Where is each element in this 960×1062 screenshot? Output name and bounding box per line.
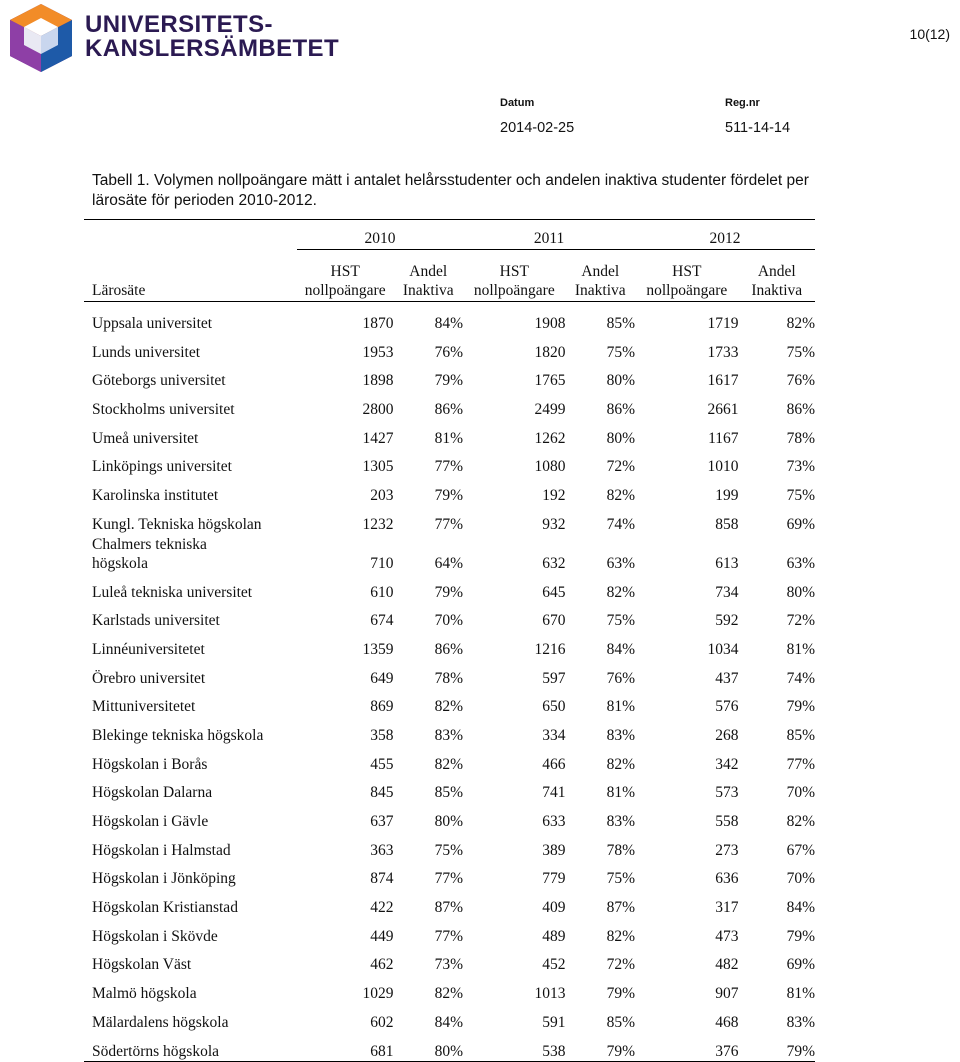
- cell-hst-2012: 907: [715, 985, 739, 1003]
- header-hst-sub: nollpoängare: [646, 282, 728, 299]
- cell-andel-2010: 84%: [434, 315, 464, 332]
- cell-hst-2011: 741: [542, 784, 566, 802]
- table-row: [84, 946, 815, 975]
- cell-andel-2011: 82%: [606, 927, 636, 945]
- cell-andel-2010: 79%: [434, 372, 464, 390]
- cell-andel-2011: 75%: [606, 343, 636, 361]
- cell-andel-2011: 75%: [606, 612, 636, 630]
- cell-andel-2011: 85%: [606, 1013, 636, 1031]
- cell-andel-2012: 69%: [786, 956, 815, 974]
- table-row: [84, 448, 815, 477]
- cell-andel-2011: 82%: [606, 583, 636, 601]
- cell-hst-2010: 203: [370, 487, 394, 505]
- cell-larosate: Linnéuniversitetet: [92, 640, 205, 658]
- cell-larosate: Högskolan i Jönköping: [92, 870, 236, 888]
- cell-larosate: Södertörns högskola: [84, 1032, 297, 1061]
- cell-hst-2011: 334: [542, 726, 566, 744]
- cell-hst-2011: 932: [542, 515, 566, 533]
- cell-hst-2010: 602: [370, 1013, 394, 1031]
- cell-andel-2012: 79%: [786, 927, 815, 945]
- cell-andel-2011: 83%: [606, 726, 636, 744]
- table-row: [84, 974, 815, 1003]
- cell-andel-2011: 75%: [606, 870, 636, 888]
- cell-hst-2010: 674: [370, 612, 394, 630]
- cell-andel-2010: 75%: [434, 841, 464, 859]
- cell-hst-2011: 1080: [534, 458, 566, 476]
- header-hst-sub: nollpoängare: [304, 282, 386, 299]
- cell-andel-2011: 72%: [606, 458, 636, 476]
- cell-andel-2012: 76%: [786, 372, 815, 390]
- cell-andel-2010: 82%: [434, 698, 464, 716]
- cell-hst-2012: 1617: [707, 372, 739, 390]
- cell-andel-2010: 77%: [434, 458, 464, 476]
- header-larosate: Lärosäte: [84, 250, 297, 302]
- cell-andel-2012: 81%: [786, 640, 815, 658]
- cell-larosate: Högskolan i Borås: [92, 755, 208, 773]
- cell-hst-2010: 449: [370, 927, 394, 945]
- cell-andel-2012: 82%: [786, 315, 815, 332]
- cell-hst-2010: 681: [297, 1032, 394, 1061]
- cell-larosate: Lunds universitet: [92, 343, 201, 361]
- cell-hst-2010: 1305: [362, 458, 394, 476]
- cell-hst-2012: 592: [715, 612, 739, 630]
- cell-hst-2010: 637: [370, 813, 394, 830]
- cell-hst-2011: 538: [463, 1032, 565, 1061]
- cell-larosate: Örebro universitet: [92, 669, 206, 687]
- logo-line-2: KANSLERSÄMBETET: [85, 35, 340, 62]
- cell-andel-2012: 82%: [786, 813, 815, 830]
- cell-hst-2011: 591: [542, 1013, 566, 1031]
- cell-hst-2012: 734: [715, 583, 739, 601]
- cell-hst-2010: 1029: [362, 985, 394, 1003]
- cell-hst-2012: 268: [715, 726, 739, 744]
- cell-andel-2010: 77%: [434, 870, 464, 888]
- cell-andel-2011: 83%: [606, 813, 636, 830]
- cell-hst-2012: 482: [715, 956, 739, 974]
- cell-hst-2011: 632: [542, 554, 566, 572]
- cell-andel-2012: 67%: [786, 841, 815, 859]
- cell-hst-2011: 489: [542, 927, 566, 945]
- cell-andel-2012: 86%: [786, 401, 815, 419]
- year-header-blank: [84, 220, 297, 250]
- cell-andel-2012: 63%: [786, 554, 815, 572]
- cell-larosate: [84, 534, 297, 573]
- cell-hst-2011: 1216: [534, 640, 566, 658]
- cell-hst-2010: 845: [370, 784, 394, 802]
- cell-andel-2012: 73%: [786, 458, 815, 476]
- table-row: [84, 602, 815, 631]
- cell-larosate: Linköpings universitet: [92, 458, 232, 476]
- cell-hst-2012: 1719: [707, 315, 739, 332]
- cell-larosate: Göteborgs universitet: [92, 372, 226, 390]
- data-table: [84, 219, 815, 1062]
- logo-line-1: UNIVERSITETS-: [85, 11, 273, 38]
- table-row: [84, 688, 815, 717]
- data-table-body: [84, 302, 815, 1062]
- header-hst-label: HST: [672, 263, 702, 280]
- header-andel-2012: [739, 250, 815, 302]
- table-row: [84, 888, 815, 917]
- cell-andel-2010: 82%: [434, 755, 464, 773]
- cell-larosate: Högskolan Väst: [92, 956, 192, 974]
- cell-andel-2010: 79%: [434, 583, 464, 601]
- cell-hst-2011: 597: [542, 669, 566, 687]
- cell-hst-2012: 558: [715, 813, 739, 830]
- cell-andel-2012: 74%: [786, 669, 815, 687]
- table-row: [84, 716, 815, 745]
- cell-hst-2011: 192: [542, 487, 566, 505]
- table-row: [84, 505, 815, 534]
- cell-hst-2012: 1010: [707, 458, 739, 476]
- cell-larosate: Blekinge tekniska högskola: [92, 726, 264, 744]
- cell-andel-2010: 76%: [434, 343, 464, 361]
- table-row: [84, 774, 815, 803]
- cell-andel-2012: 84%: [786, 899, 815, 917]
- cell-andel-2011: 79%: [566, 1032, 636, 1061]
- page-number: 10(12): [909, 26, 950, 42]
- cell-hst-2010: 1232: [362, 515, 394, 533]
- cell-hst-2010: 358: [370, 726, 394, 744]
- cell-andel-2010: 83%: [434, 726, 464, 744]
- year-2012: 2012: [635, 220, 815, 250]
- header-hst-2012: [635, 250, 738, 302]
- header-hst-label: HST: [499, 263, 529, 280]
- year-2011: 2011: [463, 220, 635, 250]
- cell-hst-2012: 1034: [707, 640, 739, 658]
- cell-hst-2010: 422: [370, 899, 394, 917]
- header-andel-label: Andel: [409, 263, 448, 280]
- cell-hst-2010: 455: [370, 755, 394, 773]
- cell-andel-2011: 72%: [606, 956, 636, 974]
- cell-hst-2012: 468: [715, 1013, 739, 1031]
- cell-hst-2011: 1765: [534, 372, 566, 390]
- cell-larosate: Karolinska institutet: [92, 487, 219, 505]
- cell-hst-2010: 1870: [362, 315, 394, 332]
- cell-hst-2012: 1167: [708, 429, 739, 447]
- cell-andel-2012: 70%: [786, 784, 815, 802]
- cell-hst-2011: 409: [542, 899, 566, 917]
- cell-hst-2012: 1733: [707, 343, 739, 361]
- cell-hst-2012: 2661: [707, 401, 739, 419]
- cell-hst-2010: 1898: [362, 372, 394, 390]
- cell-andel-2011: 79%: [606, 985, 636, 1003]
- table-row: [84, 1032, 815, 1061]
- cell-hst-2012: 199: [715, 487, 739, 505]
- cell-andel-2012: 78%: [786, 429, 815, 447]
- cell-hst-2012: 473: [715, 927, 739, 945]
- cell-larosate: Stockholms universitet: [92, 401, 235, 419]
- cell-andel-2010: 85%: [434, 784, 464, 802]
- cell-larosate: Karlstads universitet: [92, 612, 220, 630]
- table-row: [84, 302, 815, 334]
- cell-hst-2012: 437: [715, 669, 739, 687]
- cell-hst-2010: 1427: [362, 429, 394, 447]
- cell-andel-2010: 84%: [434, 1013, 464, 1031]
- cell-hst-2010: 1953: [362, 343, 394, 361]
- cell-hst-2010: 2800: [362, 401, 394, 419]
- cell-andel-2012: 80%: [786, 583, 815, 601]
- header-andel-label: Andel: [757, 263, 796, 280]
- cell-hst-2010: 363: [370, 841, 394, 859]
- date-value: 2014-02-25: [500, 120, 575, 136]
- cell-hst-2011: 633: [542, 813, 566, 830]
- reg-value: 511-14-14: [725, 120, 791, 136]
- cell-andel-2012: 75%: [786, 487, 815, 505]
- cell-andel-2011: 86%: [606, 401, 636, 419]
- cell-andel-2010: 73%: [434, 956, 464, 974]
- header-hst-2010: [297, 250, 394, 302]
- cell-andel-2012: 81%: [786, 985, 815, 1003]
- cell-andel-2010: 70%: [434, 612, 464, 630]
- header-andel-sub: Inaktiva: [574, 282, 626, 299]
- cell-andel-2011: 82%: [606, 755, 636, 773]
- cell-andel-2010: 80%: [393, 1032, 463, 1061]
- cell-hst-2011: 389: [542, 841, 566, 859]
- table-row: [84, 659, 815, 688]
- cell-hst-2012: 613: [715, 554, 739, 572]
- cell-andel-2011: 80%: [606, 429, 636, 447]
- cell-andel-2012: 70%: [786, 870, 815, 888]
- cell-larosate: Mälardalens högskola: [92, 1013, 229, 1031]
- cell-larosate: Uppsala universitet: [92, 315, 213, 332]
- cell-andel-2011: 74%: [606, 515, 636, 533]
- header-andel-sub: Inaktiva: [402, 282, 454, 299]
- cell-andel-2011: 80%: [606, 372, 636, 390]
- cell-hst-2011: 2499: [534, 401, 566, 419]
- cell-andel-2011: 81%: [606, 698, 636, 716]
- header-andel-2011: [566, 250, 636, 302]
- date-label: Datum: [500, 97, 535, 109]
- table-row: [84, 802, 815, 831]
- cell-andel-2012: 79%: [739, 1032, 815, 1061]
- cell-andel-2010: 81%: [434, 429, 464, 447]
- header-hst-2011: [463, 250, 565, 302]
- table-row: [84, 390, 815, 419]
- cell-hst-2012: 376: [635, 1032, 738, 1061]
- cell-andel-2010: 78%: [434, 669, 464, 687]
- cell-andel-2010: 80%: [434, 813, 464, 830]
- cell-andel-2011: 63%: [606, 554, 636, 572]
- cell-hst-2012: 573: [715, 784, 739, 802]
- header-andel-sub: Inaktiva: [751, 282, 803, 299]
- cell-andel-2012: 85%: [786, 726, 815, 744]
- data-table-container: [84, 219, 815, 1062]
- cell-andel-2011: 81%: [606, 784, 636, 802]
- cell-hst-2012: 317: [715, 899, 739, 917]
- table-row: [84, 745, 815, 774]
- cell-larosate: Högskolan Dalarna: [92, 784, 213, 802]
- agency-logo-text: [85, 13, 339, 61]
- cell-hst-2010: 874: [370, 870, 394, 888]
- table-row: [84, 1003, 815, 1032]
- cell-hst-2012: 273: [715, 841, 739, 859]
- cell-andel-2010: 79%: [434, 487, 464, 505]
- cell-hst-2010: 710: [370, 554, 394, 572]
- cell-andel-2011: 78%: [606, 841, 636, 859]
- cell-andel-2012: 69%: [786, 515, 815, 533]
- cell-andel-2011: 85%: [606, 315, 636, 332]
- cell-larosate: Malmö högskola: [92, 985, 197, 1003]
- cell-andel-2010: 87%: [434, 899, 464, 917]
- header-andel-2010: [393, 250, 463, 302]
- cell-andel-2010: 77%: [434, 515, 464, 533]
- cell-larosate: Högskolan i Gävle: [92, 813, 209, 830]
- table-row: [84, 573, 815, 602]
- cell-andel-2012: 75%: [786, 343, 815, 361]
- cell-hst-2010: 1359: [362, 640, 394, 658]
- cell-larosate: Högskolan i Halmstad: [92, 841, 231, 859]
- cell-hst-2011: 779: [542, 870, 566, 888]
- cell-andel-2012: 72%: [786, 612, 815, 630]
- cell-larosate: Luleå tekniska universitet: [92, 583, 253, 601]
- cell-andel-2010: 64%: [434, 554, 464, 572]
- cell-hst-2011: 650: [542, 698, 566, 716]
- agency-logo-icon: [8, 2, 74, 74]
- cell-andel-2011: 84%: [606, 640, 636, 658]
- table-row: [84, 476, 815, 505]
- header-hst-sub: nollpoängare: [473, 282, 555, 299]
- year-header-row: [84, 220, 815, 250]
- cell-hst-2011: 1820: [534, 343, 566, 361]
- cell-andel-2012: 79%: [786, 698, 815, 716]
- cell-larosate: Högskolan i Skövde: [92, 927, 218, 945]
- cell-andel-2011: 76%: [606, 669, 636, 687]
- table-row: [84, 419, 815, 448]
- cell-andel-2010: 86%: [434, 640, 464, 658]
- cell-hst-2012: 576: [715, 698, 739, 716]
- cell-hst-2011: 1262: [534, 429, 566, 447]
- cell-hst-2012: 636: [715, 870, 739, 888]
- cell-hst-2011: 645: [542, 583, 566, 601]
- cell-larosate-line2: högskola: [92, 554, 148, 572]
- table-row: [84, 630, 815, 659]
- cell-hst-2010: 649: [370, 669, 394, 687]
- header-andel-label: Andel: [581, 263, 620, 280]
- table-row: [84, 917, 815, 946]
- column-header-row: [84, 250, 815, 302]
- table-row: [84, 362, 815, 391]
- cell-larosate-line1: Chalmers tekniska: [92, 535, 207, 553]
- cell-andel-2012: 83%: [786, 1013, 815, 1031]
- cell-hst-2011: 1908: [534, 315, 566, 332]
- cell-larosate: Umeå universitet: [92, 429, 199, 447]
- cell-andel-2012: 77%: [786, 755, 815, 773]
- table-row: [84, 860, 815, 889]
- cell-hst-2012: 858: [715, 515, 739, 533]
- cell-andel-2011: 82%: [606, 487, 636, 505]
- header-hst-label: HST: [330, 263, 360, 280]
- cell-hst-2010: 610: [370, 583, 394, 601]
- cell-andel-2010: 77%: [434, 927, 464, 945]
- cell-hst-2011: 452: [542, 956, 566, 974]
- cell-andel-2010: 86%: [434, 401, 464, 419]
- year-2010: 2010: [297, 220, 463, 250]
- table-row: [84, 534, 815, 573]
- cell-larosate: Högskolan Kristianstad: [92, 899, 238, 917]
- cell-hst-2010: 462: [370, 956, 394, 974]
- cell-hst-2011: 670: [542, 612, 566, 630]
- cell-andel-2011: 87%: [606, 899, 636, 917]
- table-row: [84, 333, 815, 362]
- cell-hst-2011: 466: [542, 755, 566, 773]
- cell-andel-2010: 82%: [434, 985, 464, 1003]
- cell-hst-2012: 342: [715, 755, 739, 773]
- cell-hst-2010: 869: [370, 698, 394, 716]
- table-caption: Tabell 1. Volymen nollpoängare mätt i antalet helårsstudenter och andelen inaktiva studenter fördelet per lärosäte för perioden 2010-2012.: [92, 172, 809, 209]
- table-row: [84, 831, 815, 860]
- cell-hst-2011: 1013: [534, 985, 566, 1003]
- reg-label: Reg.nr: [725, 97, 760, 109]
- cell-larosate: Kungl. Tekniska högskolan: [92, 515, 262, 533]
- cell-larosate: Mittuniversitetet: [92, 698, 196, 716]
